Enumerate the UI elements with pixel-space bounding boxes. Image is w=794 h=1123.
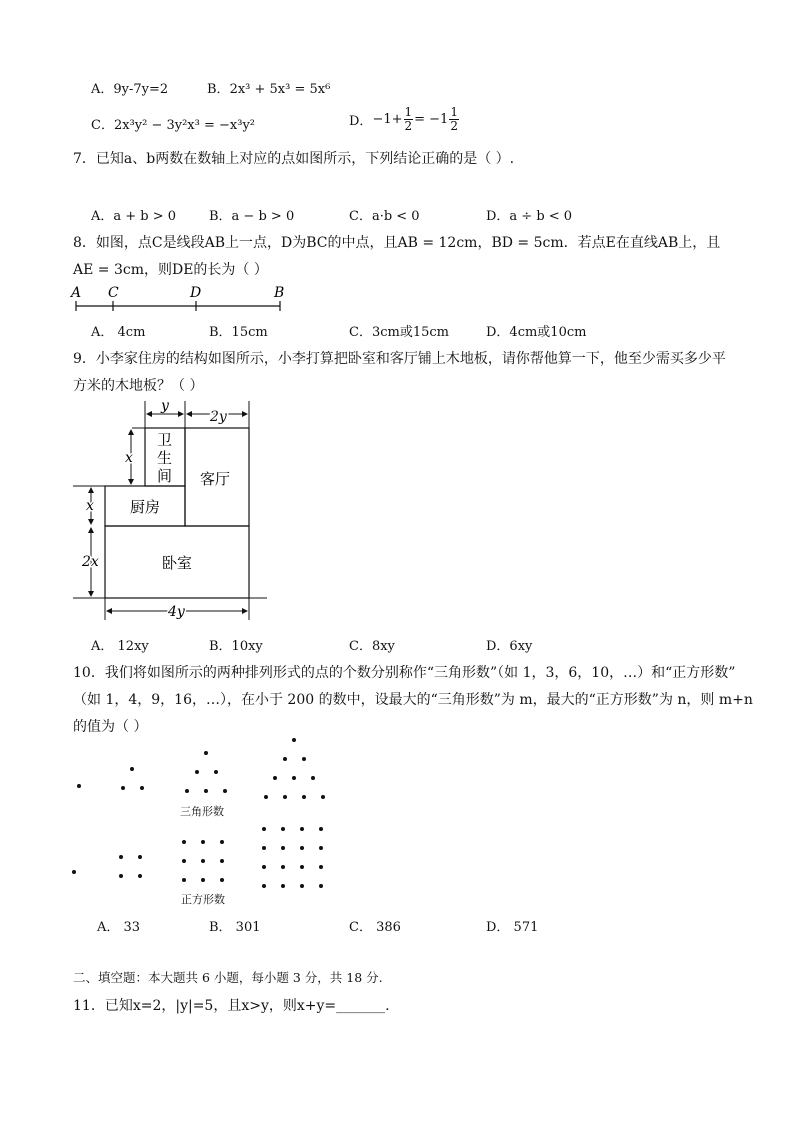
pattern-dot bbox=[195, 770, 199, 774]
q8-option-b: B．15cm bbox=[209, 325, 268, 340]
pattern-dot bbox=[77, 784, 81, 788]
q7-option-a: A．a + b > 0 bbox=[91, 209, 177, 224]
pattern-dot bbox=[300, 827, 304, 831]
pattern-dot bbox=[214, 770, 218, 774]
q8-option-a: A． 4cm bbox=[91, 325, 146, 340]
label-a: A bbox=[71, 285, 82, 301]
pattern-dot bbox=[182, 840, 186, 844]
q7-stem: 7．已知a、b两数在数轴上对应的点如图所示，下列结论正确的是（ ）. bbox=[73, 151, 515, 167]
pattern-dot bbox=[130, 767, 134, 771]
q6-option-a: A．9y-7y=2 bbox=[91, 82, 169, 97]
room-label-bath-1: 卫 bbox=[157, 431, 173, 449]
pattern-dot bbox=[319, 865, 323, 869]
pattern-dot bbox=[321, 795, 325, 799]
q9-option-c: C．8xy bbox=[349, 639, 395, 654]
pattern-dot bbox=[262, 827, 266, 831]
pattern-dot bbox=[262, 884, 266, 888]
pattern-dot bbox=[185, 789, 189, 793]
q10-option-d: D． 571 bbox=[486, 920, 539, 935]
pattern-dot bbox=[264, 795, 268, 799]
pattern-dot bbox=[273, 776, 277, 780]
pattern-dot bbox=[283, 757, 287, 761]
label-c: C bbox=[108, 285, 119, 301]
pattern-dot bbox=[204, 789, 208, 793]
caption-triangular-numbers: 三角形数 bbox=[180, 805, 224, 818]
q9-stem-line1: 9．小李家住房的结构如图所示，小李打算把卧室和客厅铺上木地板，请你帮他算一下，他至少需买多少平 bbox=[73, 351, 726, 367]
room-label-kitchen: 厨房 bbox=[130, 498, 161, 516]
q7-option-c: C．a·b < 0 bbox=[349, 209, 420, 224]
room-label-living: 客厅 bbox=[200, 470, 231, 488]
q11-stem: 11．已知x=2，|y|=5，且x>y，则x+y=_______. bbox=[73, 998, 390, 1014]
dim-label-2x: 2x bbox=[82, 554, 99, 570]
pattern-dot bbox=[220, 878, 224, 882]
pattern-dot bbox=[283, 795, 287, 799]
dim-label-x-kitchen: x bbox=[86, 498, 94, 514]
pattern-dot bbox=[262, 846, 266, 850]
q9-option-d: D．6xy bbox=[486, 639, 533, 654]
pattern-dot bbox=[302, 795, 306, 799]
pattern-dot bbox=[138, 874, 142, 878]
q9-floorplan-figure bbox=[70, 398, 275, 623]
caption-square-numbers: 正方形数 bbox=[181, 893, 225, 906]
pattern-dot bbox=[319, 884, 323, 888]
q10-option-b: B． 301 bbox=[209, 920, 261, 935]
pattern-dot bbox=[182, 878, 186, 882]
q6-option-d: D．−1+ $\frac{1}{2}$ = −1 $\frac{1}{2}$ bbox=[349, 105, 458, 133]
pattern-dot bbox=[72, 870, 76, 874]
pattern-dot bbox=[281, 827, 285, 831]
pattern-dot bbox=[121, 786, 125, 790]
q9-option-b: B．10xy bbox=[209, 639, 263, 654]
pattern-dot bbox=[281, 846, 285, 850]
q6-option-c: C．2x³y² − 3y²x³ = −x³y² bbox=[91, 118, 255, 133]
dim-label-y: y bbox=[161, 398, 169, 414]
room-label-bedroom: 卧室 bbox=[162, 554, 193, 572]
q10-stem-line2: （如 1，4，9，16，…），在小于 200 的数中，设最大的“三角形数”为 m，最大的“正方形数”为 n，则 m+n bbox=[73, 692, 753, 708]
pattern-dot bbox=[300, 884, 304, 888]
label-b: B bbox=[274, 285, 285, 301]
pattern-dot bbox=[138, 855, 142, 859]
room-label-bath-3: 间 bbox=[157, 467, 173, 485]
pattern-dot bbox=[262, 865, 266, 869]
q10-option-c: C． 386 bbox=[349, 920, 401, 935]
room-label-bath-2: 生 bbox=[157, 449, 173, 467]
dim-label-x-bath: x bbox=[125, 450, 133, 466]
pattern-dot bbox=[220, 840, 224, 844]
pattern-dot bbox=[201, 859, 205, 863]
q9-option-a: A． 12xy bbox=[91, 639, 149, 654]
q6-option-b: B．2x³ + 5x³ = 5x⁶ bbox=[207, 82, 331, 97]
pattern-dot bbox=[220, 859, 224, 863]
q8-segment-figure bbox=[68, 284, 292, 314]
q8-option-d: D．4cm或10cm bbox=[486, 325, 587, 340]
q8-stem-line1: 8．如图，点C是线段AB上一点，D为BC的中点，且AB = 12cm，BD = 5cm．若点E在直线AB上，且 bbox=[73, 235, 721, 251]
q10-stem-line1: 10．我们将如图所示的两种排列形式的点的个数分别称作“三角形数”（如 1，3，6，10，…）和“正方形数” bbox=[73, 665, 736, 681]
pattern-dot bbox=[140, 786, 144, 790]
label-d: D bbox=[190, 285, 202, 301]
q8-option-c: C．3cm或15cm bbox=[349, 325, 449, 340]
section-heading-fill-in: 二、填空题：本大题共 6 小题，每小题 3 分，共 18 分. bbox=[73, 970, 383, 985]
q10-stem-line3: 的值为（ ） bbox=[73, 719, 148, 735]
pattern-dot bbox=[292, 776, 296, 780]
pattern-dot bbox=[302, 757, 306, 761]
q9-stem-line2: 方米的木地板？（ ） bbox=[73, 378, 204, 394]
pattern-dot bbox=[182, 859, 186, 863]
pattern-dot bbox=[204, 751, 208, 755]
pattern-dot bbox=[201, 878, 205, 882]
pattern-dot bbox=[119, 855, 123, 859]
pattern-dot bbox=[292, 738, 296, 742]
pattern-dot bbox=[319, 846, 323, 850]
pattern-dot bbox=[311, 776, 315, 780]
pattern-dot bbox=[281, 884, 285, 888]
q8-stem-line2: AE = 3cm，则DE的长为（ ） bbox=[73, 262, 268, 278]
pattern-dot bbox=[319, 827, 323, 831]
pattern-dot bbox=[201, 840, 205, 844]
dim-label-4y: 4y bbox=[168, 604, 185, 620]
dim-label-2y: 2y bbox=[210, 409, 227, 425]
q10-option-a: A． 33 bbox=[97, 920, 141, 935]
pattern-dot bbox=[119, 874, 123, 878]
pattern-dot bbox=[300, 865, 304, 869]
q7-option-b: B．a − b > 0 bbox=[209, 209, 295, 224]
q7-option-d: D．a ÷ b < 0 bbox=[486, 209, 573, 224]
pattern-dot bbox=[281, 865, 285, 869]
pattern-dot bbox=[300, 846, 304, 850]
pattern-dot bbox=[223, 789, 227, 793]
